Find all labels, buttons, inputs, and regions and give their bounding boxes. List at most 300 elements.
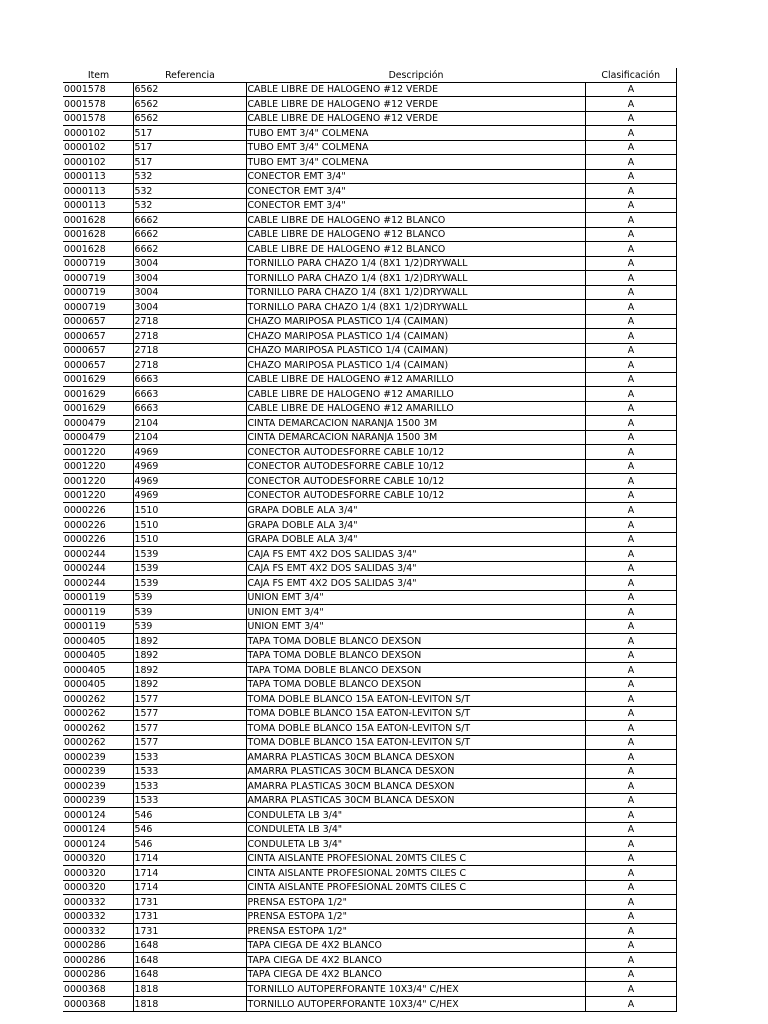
cell-referencia: 1539 xyxy=(133,561,246,576)
cell-clasificacion: A xyxy=(585,880,676,895)
cell-item: 0000102 xyxy=(63,155,133,170)
cell-clasificacion: A xyxy=(585,735,676,750)
header-clasificacion: Clasificación xyxy=(585,68,676,82)
cell-item: 0000226 xyxy=(63,517,133,532)
cell-item: 0000239 xyxy=(63,764,133,779)
cell-clasificacion: A xyxy=(585,547,676,562)
cell-referencia: 517 xyxy=(133,155,246,170)
cell-item: 0000244 xyxy=(63,561,133,576)
cell-descripcion: TOMA DOBLE BLANCO 15A EATON-LEVITON S/T xyxy=(246,692,585,707)
cell-clasificacion: A xyxy=(585,401,676,416)
cell-referencia: 1714 xyxy=(133,851,246,866)
cell-item: 0000102 xyxy=(63,140,133,155)
cell-referencia: 1533 xyxy=(133,779,246,794)
cell-clasificacion: A xyxy=(585,982,676,997)
cell-item: 0000320 xyxy=(63,851,133,866)
table-row xyxy=(63,590,676,605)
table-row xyxy=(63,459,676,474)
cell-referencia: 532 xyxy=(133,169,246,184)
table-row xyxy=(63,97,676,112)
cell-descripcion: CAJA FS EMT 4X2 DOS SALIDAS 3/4" xyxy=(246,547,585,562)
cell-referencia: 1539 xyxy=(133,576,246,591)
table-row xyxy=(63,619,676,634)
cell-clasificacion: A xyxy=(585,967,676,982)
cell-referencia: 6663 xyxy=(133,401,246,416)
cell-referencia: 2718 xyxy=(133,314,246,329)
cell-referencia: 2104 xyxy=(133,430,246,445)
cell-descripcion: CONECTOR AUTODESFORRE CABLE 10/12 xyxy=(246,459,585,474)
table-row xyxy=(63,793,676,808)
table-row xyxy=(63,474,676,489)
cell-clasificacion: A xyxy=(585,895,676,910)
cell-referencia: 4969 xyxy=(133,445,246,460)
table-row xyxy=(63,401,676,416)
cell-clasificacion: A xyxy=(585,126,676,141)
header-referencia: Referencia xyxy=(133,68,246,82)
cell-clasificacion: A xyxy=(585,561,676,576)
cell-referencia: 517 xyxy=(133,126,246,141)
table-body xyxy=(63,82,676,1011)
cell-clasificacion: A xyxy=(585,997,676,1012)
table-row xyxy=(63,111,676,126)
cell-descripcion: TORNILLO AUTOPERFORANTE 10X3/4" C/HEX xyxy=(246,982,585,997)
cell-item: 0000226 xyxy=(63,532,133,547)
table-row xyxy=(63,430,676,445)
cell-item: 0000262 xyxy=(63,721,133,736)
cell-referencia: 1533 xyxy=(133,764,246,779)
cell-item: 0000239 xyxy=(63,793,133,808)
cell-referencia: 3004 xyxy=(133,300,246,315)
header-item: Item xyxy=(63,68,133,82)
cell-descripcion: CONECTOR AUTODESFORRE CABLE 10/12 xyxy=(246,488,585,503)
cell-clasificacion: A xyxy=(585,314,676,329)
cell-referencia: 4969 xyxy=(133,474,246,489)
cell-descripcion: TORNILLO AUTOPERFORANTE 10X3/4" C/HEX xyxy=(246,997,585,1012)
table-row xyxy=(63,242,676,257)
cell-clasificacion: A xyxy=(585,184,676,199)
cell-descripcion: CABLE LIBRE DE HALOGENO #12 VERDE xyxy=(246,82,585,97)
cell-clasificacion: A xyxy=(585,416,676,431)
cell-referencia: 6562 xyxy=(133,97,246,112)
table-row xyxy=(63,372,676,387)
cell-descripcion: UNION EMT 3/4" xyxy=(246,619,585,634)
cell-clasificacion: A xyxy=(585,706,676,721)
cell-item: 0001220 xyxy=(63,488,133,503)
cell-clasificacion: A xyxy=(585,866,676,881)
cell-referencia: 1892 xyxy=(133,677,246,692)
cell-item: 0000657 xyxy=(63,343,133,358)
cell-referencia: 1648 xyxy=(133,938,246,953)
cell-referencia: 2718 xyxy=(133,343,246,358)
table-row xyxy=(63,82,676,97)
cell-referencia: 1648 xyxy=(133,953,246,968)
cell-item: 0000719 xyxy=(63,256,133,271)
cell-item: 0001628 xyxy=(63,227,133,242)
table-row xyxy=(63,561,676,576)
cell-descripcion: AMARRA PLASTICAS 30CM BLANCA DESXON xyxy=(246,793,585,808)
table-row xyxy=(63,343,676,358)
cell-item: 0000368 xyxy=(63,982,133,997)
table-row xyxy=(63,271,676,286)
cell-clasificacion: A xyxy=(585,271,676,286)
cell-item: 0000719 xyxy=(63,271,133,286)
cell-item: 0000405 xyxy=(63,648,133,663)
cell-descripcion: CABLE LIBRE DE HALOGENO #12 BLANCO xyxy=(246,227,585,242)
cell-item: 0000320 xyxy=(63,866,133,881)
cell-clasificacion: A xyxy=(585,488,676,503)
cell-item: 0000113 xyxy=(63,169,133,184)
cell-item: 0000479 xyxy=(63,416,133,431)
cell-descripcion: CONDULETA LB 3/4" xyxy=(246,837,585,852)
cell-item: 0001628 xyxy=(63,242,133,257)
cell-descripcion: CABLE LIBRE DE HALOGENO #12 VERDE xyxy=(246,111,585,126)
cell-item: 0000719 xyxy=(63,285,133,300)
table-row xyxy=(63,750,676,765)
cell-clasificacion: A xyxy=(585,227,676,242)
cell-descripcion: TUBO EMT 3/4" COLMENA xyxy=(246,155,585,170)
cell-referencia: 4969 xyxy=(133,488,246,503)
cell-descripcion: PRENSA ESTOPA 1/2" xyxy=(246,924,585,939)
table-row xyxy=(63,387,676,402)
cell-referencia: 1533 xyxy=(133,750,246,765)
cell-descripcion: CONECTOR AUTODESFORRE CABLE 10/12 xyxy=(246,474,585,489)
cell-clasificacion: A xyxy=(585,459,676,474)
cell-descripcion: TORNILLO PARA CHAZO 1/4 (8X1 1/2)DRYWALL xyxy=(246,256,585,271)
cell-item: 0000405 xyxy=(63,663,133,678)
cell-clasificacion: A xyxy=(585,750,676,765)
cell-item: 0001578 xyxy=(63,97,133,112)
cell-clasificacion: A xyxy=(585,329,676,344)
cell-clasificacion: A xyxy=(585,648,676,663)
cell-clasificacion: A xyxy=(585,256,676,271)
cell-descripcion: CABLE LIBRE DE HALOGENO #12 AMARILLO xyxy=(246,372,585,387)
cell-referencia: 1510 xyxy=(133,503,246,518)
table-row xyxy=(63,517,676,532)
cell-referencia: 1714 xyxy=(133,880,246,895)
cell-referencia: 546 xyxy=(133,822,246,837)
cell-clasificacion: A xyxy=(585,474,676,489)
cell-referencia: 1648 xyxy=(133,967,246,982)
cell-item: 0000119 xyxy=(63,590,133,605)
table-row xyxy=(63,488,676,503)
cell-item: 0000124 xyxy=(63,822,133,837)
cell-item: 0000657 xyxy=(63,314,133,329)
table-row xyxy=(63,851,676,866)
cell-referencia: 1577 xyxy=(133,735,246,750)
cell-item: 0000405 xyxy=(63,677,133,692)
cell-clasificacion: A xyxy=(585,213,676,228)
table-row xyxy=(63,300,676,315)
cell-referencia: 517 xyxy=(133,140,246,155)
cell-referencia: 6562 xyxy=(133,111,246,126)
table-row xyxy=(63,169,676,184)
cell-clasificacion: A xyxy=(585,82,676,97)
cell-clasificacion: A xyxy=(585,532,676,547)
cell-referencia: 3004 xyxy=(133,271,246,286)
cell-item: 0000113 xyxy=(63,184,133,199)
cell-clasificacion: A xyxy=(585,198,676,213)
cell-referencia: 1892 xyxy=(133,663,246,678)
cell-referencia: 1510 xyxy=(133,517,246,532)
cell-clasificacion: A xyxy=(585,242,676,257)
cell-descripcion: GRAPA DOBLE ALA 3/4" xyxy=(246,503,585,518)
cell-descripcion: CABLE LIBRE DE HALOGENO #12 AMARILLO xyxy=(246,401,585,416)
cell-descripcion: AMARRA PLASTICAS 30CM BLANCA DESXON xyxy=(246,764,585,779)
cell-descripcion: TAPA TOMA DOBLE BLANCO DEXSON xyxy=(246,634,585,649)
table-row xyxy=(63,329,676,344)
cell-descripcion: TOMA DOBLE BLANCO 15A EATON-LEVITON S/T xyxy=(246,721,585,736)
cell-descripcion: TORNILLO PARA CHAZO 1/4 (8X1 1/2)DRYWALL xyxy=(246,300,585,315)
cell-descripcion: CINTA AISLANTE PROFESIONAL 20MTS CILES C xyxy=(246,866,585,881)
cell-clasificacion: A xyxy=(585,634,676,649)
cell-referencia: 532 xyxy=(133,198,246,213)
table-row xyxy=(63,779,676,794)
cell-referencia: 1892 xyxy=(133,634,246,649)
table-row xyxy=(63,808,676,823)
cell-item: 0000239 xyxy=(63,779,133,794)
cell-item: 0001578 xyxy=(63,111,133,126)
cell-descripcion: CONECTOR EMT 3/4" xyxy=(246,184,585,199)
table-row xyxy=(63,155,676,170)
cell-item: 0000113 xyxy=(63,198,133,213)
cell-clasificacion: A xyxy=(585,576,676,591)
cell-clasificacion: A xyxy=(585,155,676,170)
table-row xyxy=(63,953,676,968)
cell-referencia: 539 xyxy=(133,619,246,634)
table-row xyxy=(63,735,676,750)
cell-referencia: 6662 xyxy=(133,227,246,242)
cell-referencia: 1731 xyxy=(133,895,246,910)
cell-item: 0000119 xyxy=(63,605,133,620)
cell-clasificacion: A xyxy=(585,953,676,968)
cell-item: 0000239 xyxy=(63,750,133,765)
cell-item: 0000244 xyxy=(63,576,133,591)
cell-descripcion: CONECTOR AUTODESFORRE CABLE 10/12 xyxy=(246,445,585,460)
table-row xyxy=(63,227,676,242)
cell-clasificacion: A xyxy=(585,97,676,112)
cell-clasificacion: A xyxy=(585,851,676,866)
cell-item: 0000657 xyxy=(63,358,133,373)
cell-item: 0000332 xyxy=(63,924,133,939)
cell-referencia: 546 xyxy=(133,837,246,852)
cell-clasificacion: A xyxy=(585,430,676,445)
cell-item: 0000119 xyxy=(63,619,133,634)
cell-item: 0001629 xyxy=(63,401,133,416)
cell-descripcion: TAPA CIEGA DE 4X2 BLANCO xyxy=(246,953,585,968)
table-row xyxy=(63,895,676,910)
cell-descripcion: PRENSA ESTOPA 1/2" xyxy=(246,909,585,924)
cell-descripcion: CONDULETA LB 3/4" xyxy=(246,822,585,837)
table-row xyxy=(63,764,676,779)
items-table xyxy=(63,68,677,1012)
cell-descripcion: CINTA DEMARCACION NARANJA 1500 3M xyxy=(246,416,585,431)
header-row xyxy=(63,68,676,82)
cell-descripcion: CONECTOR EMT 3/4" xyxy=(246,198,585,213)
cell-referencia: 3004 xyxy=(133,285,246,300)
table-row xyxy=(63,314,676,329)
cell-clasificacion: A xyxy=(585,503,676,518)
cell-descripcion: GRAPA DOBLE ALA 3/4" xyxy=(246,517,585,532)
cell-clasificacion: A xyxy=(585,445,676,460)
cell-descripcion: TUBO EMT 3/4" COLMENA xyxy=(246,126,585,141)
cell-referencia: 1577 xyxy=(133,692,246,707)
cell-referencia: 1539 xyxy=(133,547,246,562)
table-row xyxy=(63,866,676,881)
table-row xyxy=(63,213,676,228)
cell-clasificacion: A xyxy=(585,909,676,924)
cell-referencia: 6663 xyxy=(133,387,246,402)
cell-referencia: 6662 xyxy=(133,213,246,228)
cell-descripcion: TAPA TOMA DOBLE BLANCO DEXSON xyxy=(246,677,585,692)
cell-referencia: 2718 xyxy=(133,358,246,373)
cell-referencia: 539 xyxy=(133,605,246,620)
cell-clasificacion: A xyxy=(585,837,676,852)
cell-clasificacion: A xyxy=(585,764,676,779)
cell-item: 0000719 xyxy=(63,300,133,315)
table-row xyxy=(63,663,676,678)
cell-item: 0000244 xyxy=(63,547,133,562)
cell-clasificacion: A xyxy=(585,619,676,634)
cell-descripcion: CINTA AISLANTE PROFESIONAL 20MTS CILES C xyxy=(246,851,585,866)
table-row xyxy=(63,605,676,620)
cell-referencia: 1533 xyxy=(133,793,246,808)
cell-descripcion: CHAZO MARIPOSA PLASTICO 1/4 (CAIMAN) xyxy=(246,314,585,329)
table-row xyxy=(63,140,676,155)
cell-item: 0000262 xyxy=(63,735,133,750)
cell-descripcion: GRAPA DOBLE ALA 3/4" xyxy=(246,532,585,547)
cell-clasificacion: A xyxy=(585,605,676,620)
cell-descripcion: PRENSA ESTOPA 1/2" xyxy=(246,895,585,910)
cell-item: 0000262 xyxy=(63,706,133,721)
table-row xyxy=(63,648,676,663)
cell-item: 0000286 xyxy=(63,953,133,968)
cell-descripcion: TUBO EMT 3/4" COLMENA xyxy=(246,140,585,155)
cell-descripcion: TORNILLO PARA CHAZO 1/4 (8X1 1/2)DRYWALL xyxy=(246,271,585,286)
cell-descripcion: TOMA DOBLE BLANCO 15A EATON-LEVITON S/T xyxy=(246,706,585,721)
cell-clasificacion: A xyxy=(585,387,676,402)
cell-item: 0001629 xyxy=(63,387,133,402)
table-row xyxy=(63,837,676,852)
cell-referencia: 6663 xyxy=(133,372,246,387)
cell-clasificacion: A xyxy=(585,517,676,532)
table-row xyxy=(63,677,676,692)
cell-clasificacion: A xyxy=(585,721,676,736)
cell-descripcion: CHAZO MARIPOSA PLASTICO 1/4 (CAIMAN) xyxy=(246,343,585,358)
cell-item: 0001628 xyxy=(63,213,133,228)
cell-referencia: 546 xyxy=(133,808,246,823)
table-row xyxy=(63,576,676,591)
cell-referencia: 1731 xyxy=(133,909,246,924)
cell-descripcion: CAJA FS EMT 4X2 DOS SALIDAS 3/4" xyxy=(246,576,585,591)
cell-descripcion: TORNILLO PARA CHAZO 1/4 (8X1 1/2)DRYWALL xyxy=(246,285,585,300)
cell-item: 0000124 xyxy=(63,808,133,823)
table-row xyxy=(63,503,676,518)
cell-referencia: 6562 xyxy=(133,82,246,97)
table-row xyxy=(63,184,676,199)
cell-item: 0000320 xyxy=(63,880,133,895)
cell-descripcion: CINTA DEMARCACION NARANJA 1500 3M xyxy=(246,430,585,445)
cell-descripcion: TAPA CIEGA DE 4X2 BLANCO xyxy=(246,967,585,982)
table-row xyxy=(63,532,676,547)
cell-clasificacion: A xyxy=(585,111,676,126)
cell-descripcion: TOMA DOBLE BLANCO 15A EATON-LEVITON S/T xyxy=(246,735,585,750)
cell-clasificacion: A xyxy=(585,343,676,358)
cell-clasificacion: A xyxy=(585,677,676,692)
table-row xyxy=(63,634,676,649)
cell-referencia: 1892 xyxy=(133,648,246,663)
table-row xyxy=(63,445,676,460)
cell-descripcion: CABLE LIBRE DE HALOGENO #12 AMARILLO xyxy=(246,387,585,402)
cell-descripcion: CINTA AISLANTE PROFESIONAL 20MTS CILES C xyxy=(246,880,585,895)
cell-referencia: 1818 xyxy=(133,997,246,1012)
cell-referencia: 1731 xyxy=(133,924,246,939)
cell-clasificacion: A xyxy=(585,808,676,823)
cell-clasificacion: A xyxy=(585,140,676,155)
cell-referencia: 3004 xyxy=(133,256,246,271)
cell-referencia: 6662 xyxy=(133,242,246,257)
table-row xyxy=(63,416,676,431)
table-row xyxy=(63,924,676,939)
cell-clasificacion: A xyxy=(585,300,676,315)
cell-clasificacion: A xyxy=(585,924,676,939)
cell-referencia: 532 xyxy=(133,184,246,199)
cell-descripcion: UNION EMT 3/4" xyxy=(246,590,585,605)
cell-clasificacion: A xyxy=(585,793,676,808)
cell-clasificacion: A xyxy=(585,938,676,953)
cell-descripcion: UNION EMT 3/4" xyxy=(246,605,585,620)
cell-item: 0000124 xyxy=(63,837,133,852)
cell-clasificacion: A xyxy=(585,692,676,707)
cell-referencia: 1818 xyxy=(133,982,246,997)
cell-descripcion: CABLE LIBRE DE HALOGENO #12 BLANCO xyxy=(246,213,585,228)
cell-clasificacion: A xyxy=(585,358,676,373)
table-row xyxy=(63,721,676,736)
cell-referencia: 539 xyxy=(133,590,246,605)
cell-descripcion: CHAZO MARIPOSA PLASTICO 1/4 (CAIMAN) xyxy=(246,358,585,373)
cell-clasificacion: A xyxy=(585,169,676,184)
cell-referencia: 2104 xyxy=(133,416,246,431)
cell-item: 0000405 xyxy=(63,634,133,649)
table-row xyxy=(63,256,676,271)
cell-referencia: 2718 xyxy=(133,329,246,344)
table-row xyxy=(63,547,676,562)
cell-descripcion: CONECTOR EMT 3/4" xyxy=(246,169,585,184)
table-row xyxy=(63,358,676,373)
table-row xyxy=(63,997,676,1012)
cell-descripcion: TAPA CIEGA DE 4X2 BLANCO xyxy=(246,938,585,953)
cell-clasificacion: A xyxy=(585,822,676,837)
cell-referencia: 1577 xyxy=(133,721,246,736)
cell-item: 0001220 xyxy=(63,474,133,489)
cell-item: 0000286 xyxy=(63,967,133,982)
cell-item: 0000262 xyxy=(63,692,133,707)
cell-clasificacion: A xyxy=(585,779,676,794)
cell-descripcion: CAJA FS EMT 4X2 DOS SALIDAS 3/4" xyxy=(246,561,585,576)
table-row xyxy=(63,909,676,924)
table-row xyxy=(63,706,676,721)
cell-item: 0001578 xyxy=(63,82,133,97)
cell-item: 0000332 xyxy=(63,909,133,924)
cell-descripcion: CABLE LIBRE DE HALOGENO #12 VERDE xyxy=(246,97,585,112)
cell-descripcion: AMARRA PLASTICAS 30CM BLANCA DESXON xyxy=(246,779,585,794)
cell-item: 0000332 xyxy=(63,895,133,910)
table-row xyxy=(63,198,676,213)
cell-descripcion: CONDULETA LB 3/4" xyxy=(246,808,585,823)
cell-item: 0001629 xyxy=(63,372,133,387)
table-row xyxy=(63,880,676,895)
table-row xyxy=(63,692,676,707)
cell-item: 0001220 xyxy=(63,459,133,474)
